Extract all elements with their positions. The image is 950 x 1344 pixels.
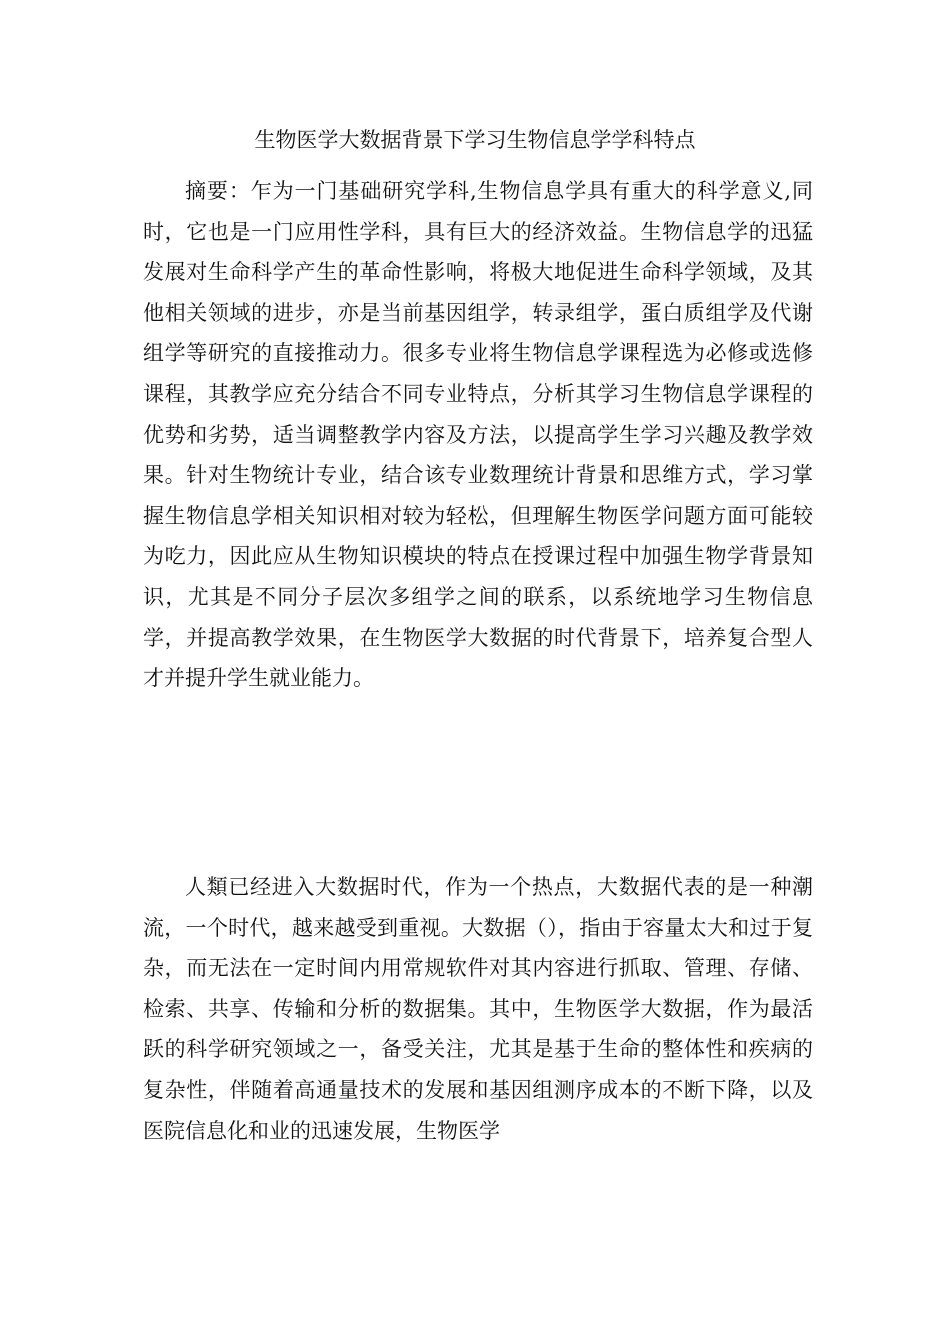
- document-title: 生物医学大数据背景下学习生物信息学学科特点: [254, 128, 696, 152]
- body-paragraph: 人類已经进入大数据时代，作为一个热点，大数据代表的是一种潮流，一个时代，越来越受到重视。大数据（），指由于容量太大和过于复杂，而无法在一定时间内用常规软件对其内容进行抓取、管理、存储、检索、共享、传输和分析的数据集。其中，生物医学大数据，作为最活跃的科学研究领域之一，备受关注，尤其是基于生命的整体性和疾病的复杂性，伴随着高通量技术的发展和基因组测序成本的不断下降，以及医院信息化和业的迅速发展，生物医学: [143, 875, 813, 1143]
- abstract-paragraph: 摘要：乍为一门基础研究学科,生物信息学具有重大的科学意义,同时，它也是一门应用性学科，具有巨大的经济效益。生物信息学的迅猛发展对生命科学产生的革命性影响，将极大地促进生命科学领域，及其他相关领域的进步，亦是当前基因组学，转录组学，蛋白质组学及代谢组学等研究的直接推动力。很多专业将生物信息学课程选为必修或选修课程，其教学应充分结合不同专业特点，分析其学习生物信息学课程的优势和劣势，适当调整教学内容及方法，以提高学生学习兴趣及教学效果。针对生物统计专业，结合该专业数理统计背景和思维方式，学习掌握生物信息学相关知识相对较为轻松，但理解生物医学问题方面可能较为吃力，因此应从生物知识模块的特点在授课过程中加强生物学背景知识，尤其是不同分子层次多组学之间的联系，以系统地学习生物信息学，并提高教学效果，在生物医学大数据的时代背景下，培养复合型人才并提升学生就业能力。: [143, 179, 813, 691]
